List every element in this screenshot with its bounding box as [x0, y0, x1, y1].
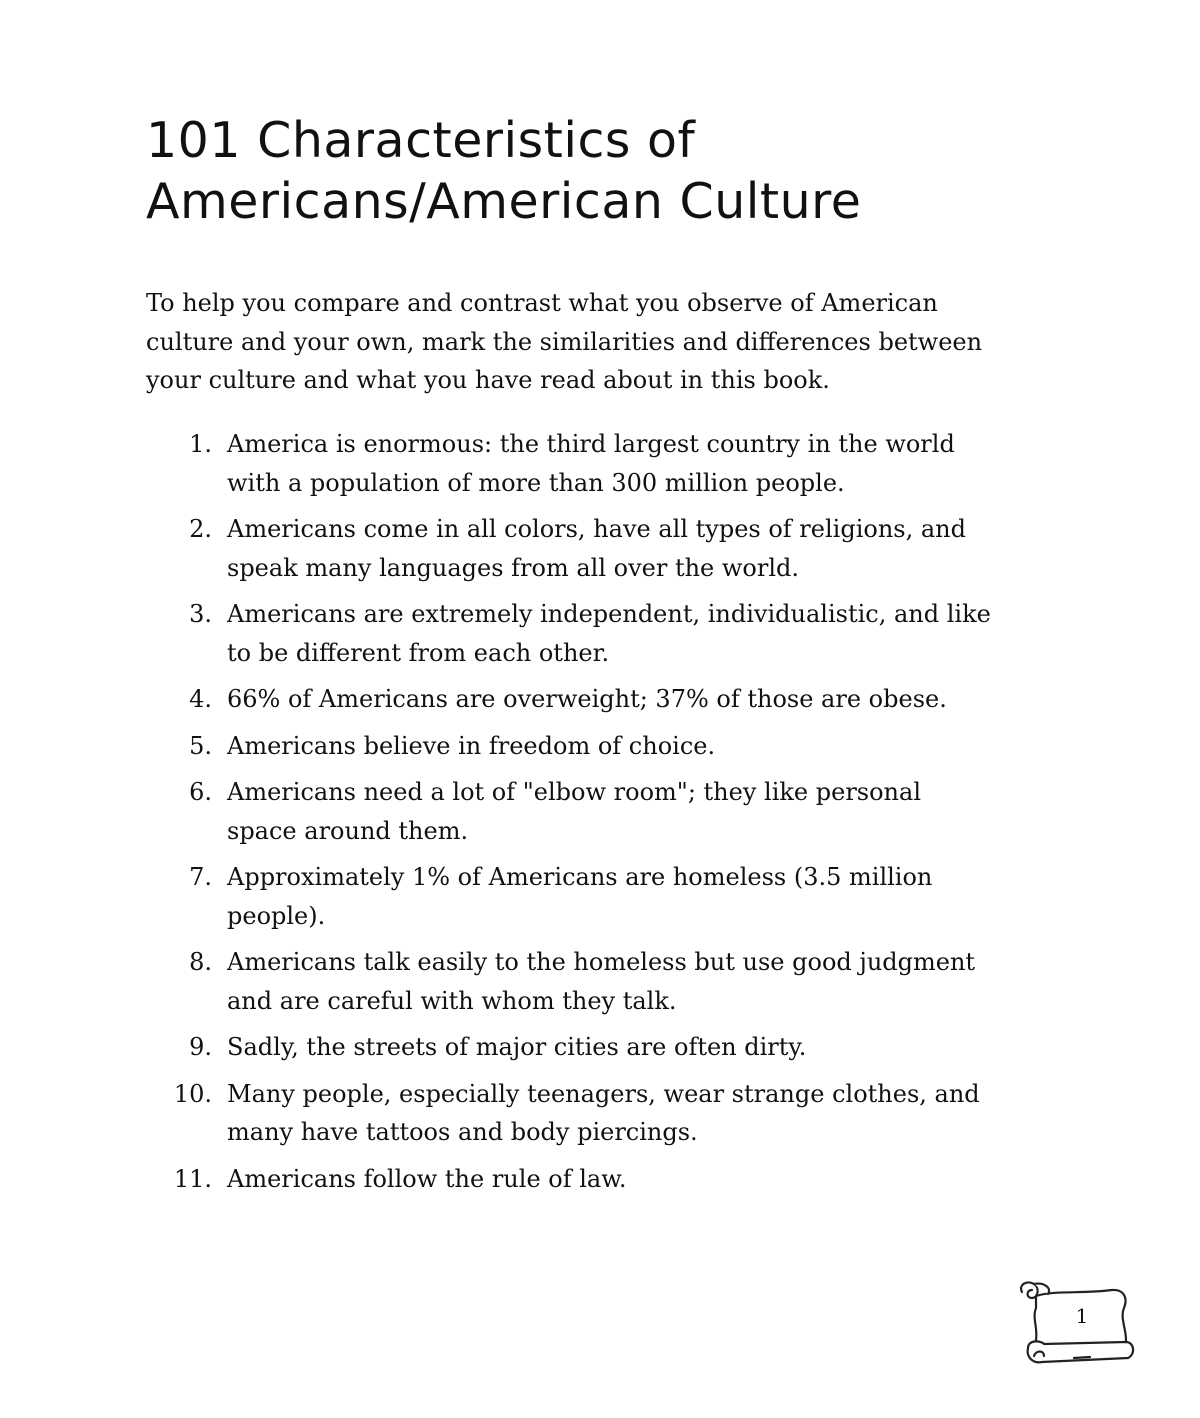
list-item — [0, 595, 1077, 672]
item-text-line: Americans talk easily to the homeless but use good judgment — [227, 948, 976, 976]
list-item — [0, 1028, 1077, 1067]
page-number: 1 — [1075, 1304, 1089, 1328]
list-item — [0, 1075, 1077, 1152]
item-text — [227, 1075, 1077, 1152]
item-text-line: Americans need a lot of "elbow room"; they like personal — [227, 778, 921, 806]
page-title — [146, 110, 1096, 232]
item-number: 8. — [189, 948, 212, 976]
item-text — [227, 773, 1077, 850]
item-text-line: Americans are extremely independent, individualistic, and like — [227, 600, 991, 628]
intro-paragraph — [146, 284, 1066, 400]
list-item — [0, 943, 1077, 1020]
list-item — [0, 773, 1077, 850]
item-text-line: Americans come in all colors, have all types of religions, and — [227, 515, 966, 543]
item-text-line: people). — [227, 901, 326, 930]
item-number: 9. — [189, 1033, 212, 1061]
item-text — [227, 727, 1077, 766]
item-text-line: Approximately 1% of Americans are homeless (3.5 million — [227, 863, 933, 891]
item-text-line: Americans believe in freedom of choice. — [227, 731, 716, 760]
item-number: 10. — [173, 1079, 212, 1108]
item-text-line: 66% of Americans are overweight; 37% of those are obese. — [227, 685, 947, 713]
characteristics-list — [0, 425, 1200, 1206]
page-title-line-1: 101 Characteristics of — [146, 112, 696, 169]
item-text — [227, 510, 1077, 587]
item-text — [227, 1028, 1077, 1067]
item-number: 1. — [189, 430, 212, 458]
item-text-line: space around them. — [227, 816, 469, 845]
item-text-line: Sadly, the streets of major cities are often dirty. — [227, 1033, 807, 1061]
item-text — [227, 858, 1077, 935]
item-text — [227, 1160, 1077, 1199]
page-title-line-2: Americans/American Culture — [146, 173, 862, 230]
item-text — [227, 595, 1077, 672]
item-text — [227, 943, 1077, 1020]
list-item — [0, 680, 1077, 719]
list-item — [0, 727, 1077, 766]
item-text-line: America is enormous: the third largest country in the world — [227, 430, 955, 458]
item-number: 3. — [189, 600, 212, 628]
list-item — [0, 1160, 1077, 1199]
item-text — [227, 680, 1077, 719]
item-number: 2. — [189, 515, 212, 543]
item-text-line: speak many languages from all over the world. — [227, 553, 800, 582]
list-item — [0, 858, 1077, 935]
item-number: 6. — [189, 778, 212, 806]
item-text-line: to be different from each other. — [227, 638, 610, 667]
intro-line-2: culture and your own, mark the similarities and differences between — [146, 327, 983, 356]
item-text-line: many have tattoos and body piercings. — [227, 1118, 698, 1146]
intro-line-1: To help you compare and contrast what you observe of American — [146, 289, 938, 317]
item-text-line: Americans follow the rule of law. — [227, 1164, 627, 1193]
item-number: 4. — [189, 685, 212, 713]
list-item — [0, 510, 1077, 587]
list-item — [0, 425, 1077, 502]
item-number: 11. — [173, 1164, 212, 1193]
item-text-line: and are careful with whom they talk. — [227, 986, 677, 1015]
item-number: 5. — [189, 731, 212, 760]
item-text — [227, 425, 1077, 502]
item-text-line: with a population of more than 300 million people. — [227, 468, 845, 497]
item-number: 7. — [189, 863, 212, 891]
item-text-line: Many people, especially teenagers, wear strange clothes, and — [227, 1079, 980, 1108]
intro-line-3: your culture and what you have read about in this book. — [146, 366, 830, 394]
